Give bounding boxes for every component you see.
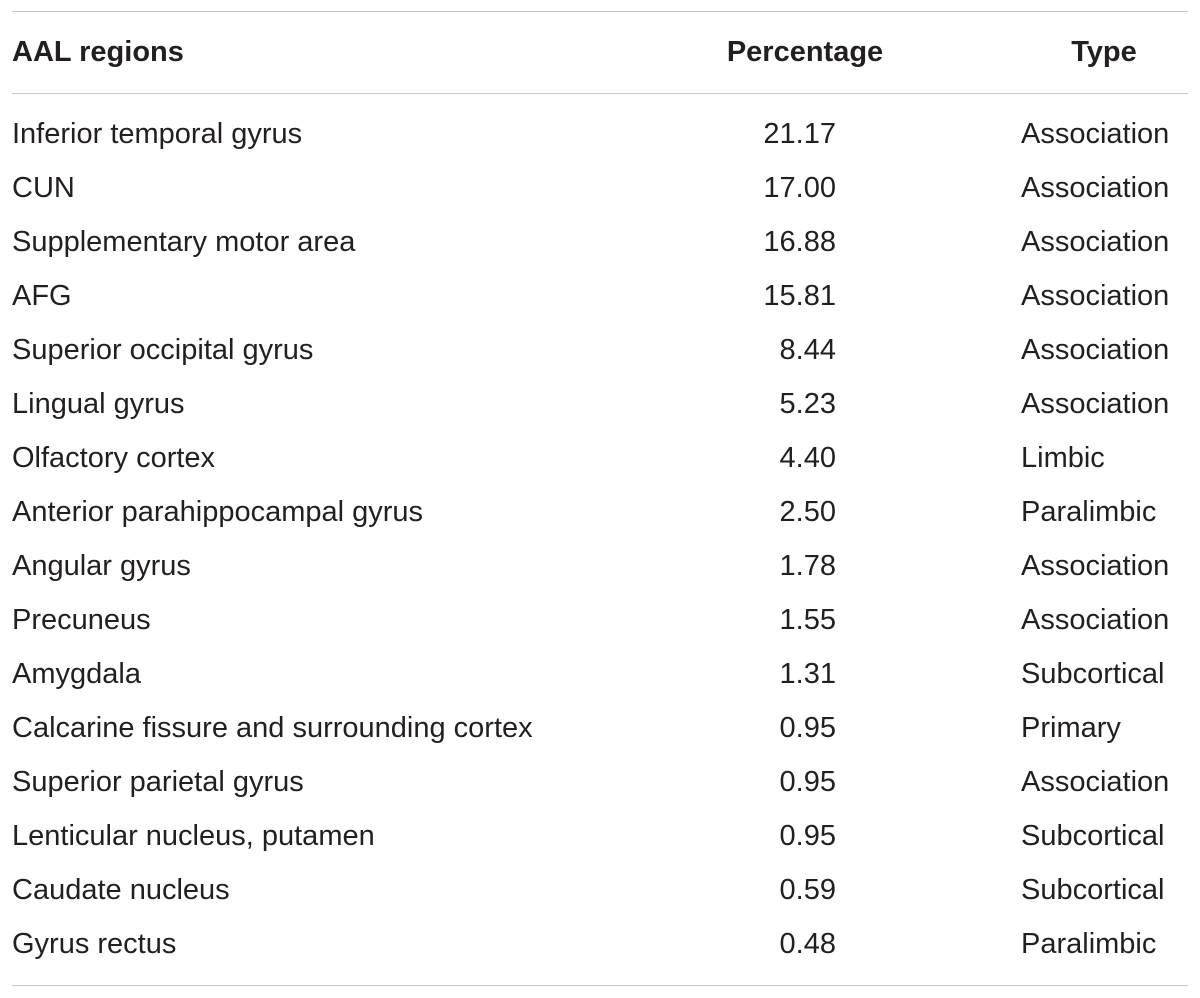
percentage-cell: 16.88 [763,226,836,258]
region-cell: Lingual gyrus [12,388,185,420]
table-row [12,323,1188,377]
percentage-cell: 8.44 [779,334,836,366]
percentage-cell: 21.17 [763,118,836,150]
type-cell: Association [1021,604,1170,636]
region-cell: AFG [12,280,72,312]
header-aal-regions: AAL regions [12,36,184,68]
table-row [12,701,1188,755]
type-cell: Association [1021,766,1170,798]
percentage-cell: 5.23 [779,388,836,420]
percentage-cell: 17.00 [763,172,836,204]
table-row [12,647,1188,701]
percentage-cell: 1.31 [779,658,836,690]
table-row [12,161,1188,215]
percentage-cell: 15.81 [763,280,836,312]
percentage-cell: 0.95 [779,766,836,798]
region-cell: Precuneus [12,604,151,636]
type-cell: Association [1021,280,1170,312]
region-cell: Olfactory cortex [12,442,216,474]
table-row [12,593,1188,647]
percentage-cell: 0.95 [779,712,836,744]
table-row [12,215,1188,269]
table-row [12,485,1188,539]
table-row [12,539,1188,593]
percentage-cell: 1.78 [779,550,836,582]
region-cell: Anterior parahippocampal gyrus [12,496,424,528]
percentage-cell: 4.40 [779,442,836,474]
type-cell: Limbic [1021,442,1105,474]
region-cell: Amygdala [12,658,141,690]
region-cell: Angular gyrus [12,550,191,582]
percentage-cell: 0.59 [779,874,836,906]
type-cell: Paralimbic [1021,496,1157,528]
region-cell: Caudate nucleus [12,874,230,906]
type-cell: Subcortical [1021,874,1165,906]
type-cell: Association [1021,334,1170,366]
table-header-rule [12,93,1188,94]
type-cell: Association [1021,550,1170,582]
percentage-cell: 2.50 [779,496,836,528]
table-row [12,917,1188,971]
table-row [12,809,1188,863]
region-cell: Supplementary motor area [12,226,356,258]
table-top-rule [12,11,1188,12]
region-cell: Superior occipital gyrus [12,334,314,366]
table-row [12,377,1188,431]
type-cell: Association [1021,388,1170,420]
region-cell: Superior parietal gyrus [12,766,304,798]
table-row [12,431,1188,485]
type-cell: Subcortical [1021,820,1165,852]
region-cell: CUN [12,172,75,204]
table-row [12,863,1188,917]
table-bottom-rule [12,985,1188,986]
percentage-cell: 0.48 [779,928,836,960]
table-row [12,107,1188,161]
header-percentage: Percentage [726,36,884,68]
type-cell: Association [1021,226,1170,258]
type-cell: Primary [1021,712,1121,744]
table-row [12,755,1188,809]
region-cell: Lenticular nucleus, putamen [12,820,375,852]
region-cell: Inferior temporal gyrus [12,118,303,150]
type-cell: Subcortical [1021,658,1165,690]
percentage-cell: 1.55 [779,604,836,636]
table-row [12,269,1188,323]
type-cell: Association [1021,172,1170,204]
type-cell: Paralimbic [1021,928,1157,960]
region-cell: Calcarine fissure and surrounding cortex [12,712,533,744]
percentage-cell: 0.95 [779,820,836,852]
table-header-row [12,25,1188,79]
type-cell: Association [1021,118,1170,150]
header-type: Type [1071,36,1137,68]
region-cell: Gyrus rectus [12,928,177,960]
